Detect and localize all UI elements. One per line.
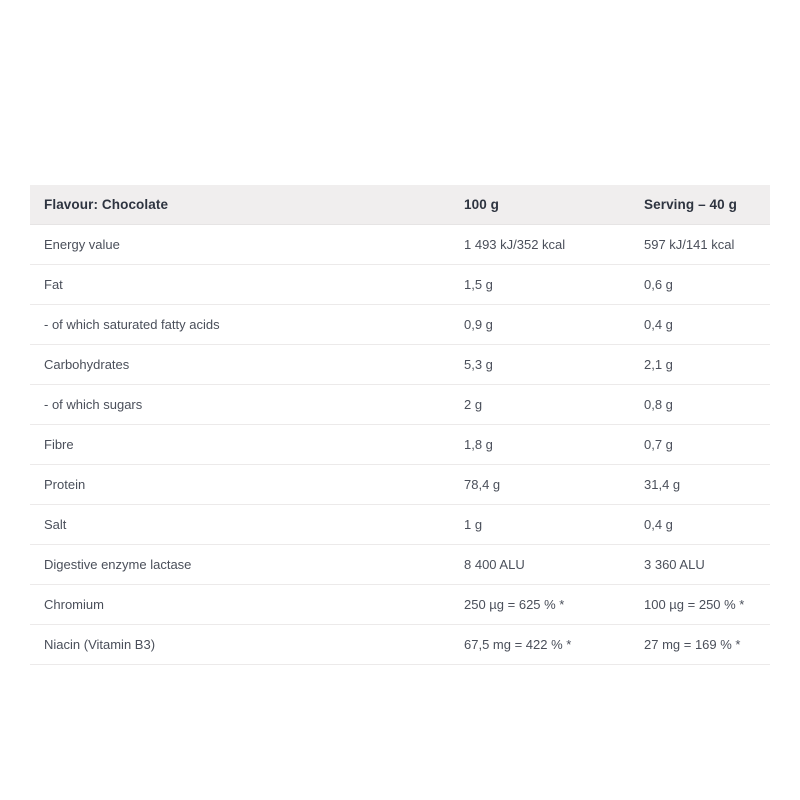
table-row bbox=[30, 585, 770, 625]
row-value-serving: 3 360 ALU bbox=[630, 545, 770, 585]
row-label: Carbohydrates bbox=[30, 345, 450, 385]
nutrition-table-container bbox=[30, 185, 770, 665]
row-label: Protein bbox=[30, 465, 450, 505]
row-value-serving: 0,7 g bbox=[630, 425, 770, 465]
table-body bbox=[30, 225, 770, 665]
table-row bbox=[30, 465, 770, 505]
row-label: Chromium bbox=[30, 585, 450, 625]
row-value-per-100g: 8 400 ALU bbox=[450, 545, 630, 585]
row-value-per-100g: 1 493 kJ/352 kcal bbox=[450, 225, 630, 265]
row-value-serving: 2,1 g bbox=[630, 345, 770, 385]
table-head bbox=[30, 185, 770, 225]
row-label: - of which saturated fatty acids bbox=[30, 305, 450, 345]
table-row bbox=[30, 505, 770, 545]
row-value-per-100g: 78,4 g bbox=[450, 465, 630, 505]
row-value-serving: 597 kJ/141 kcal bbox=[630, 225, 770, 265]
row-value-per-100g: 5,3 g bbox=[450, 345, 630, 385]
row-label: Fat bbox=[30, 265, 450, 305]
row-label: Digestive enzyme lactase bbox=[30, 545, 450, 585]
table-row bbox=[30, 305, 770, 345]
column-header-serving: Serving – 40 g bbox=[630, 185, 770, 225]
row-label: Niacin (Vitamin B3) bbox=[30, 625, 450, 665]
column-header-flavour: Flavour: Chocolate bbox=[30, 185, 450, 225]
row-value-per-100g: 0,9 g bbox=[450, 305, 630, 345]
row-value-serving: 0,4 g bbox=[630, 505, 770, 545]
row-value-per-100g: 67,5 mg = 422 % * bbox=[450, 625, 630, 665]
nutrition-table bbox=[30, 185, 770, 665]
row-value-serving: 0,8 g bbox=[630, 385, 770, 425]
table-row bbox=[30, 625, 770, 665]
table-row bbox=[30, 545, 770, 585]
column-header-per-100g: 100 g bbox=[450, 185, 630, 225]
row-value-serving: 27 mg = 169 % * bbox=[630, 625, 770, 665]
row-value-per-100g: 1,8 g bbox=[450, 425, 630, 465]
table-row bbox=[30, 345, 770, 385]
row-value-serving: 100 µg = 250 % * bbox=[630, 585, 770, 625]
row-label: Salt bbox=[30, 505, 450, 545]
table-row bbox=[30, 265, 770, 305]
table-row bbox=[30, 425, 770, 465]
table-row bbox=[30, 225, 770, 265]
row-value-serving: 0,6 g bbox=[630, 265, 770, 305]
row-label: Energy value bbox=[30, 225, 450, 265]
row-label: Fibre bbox=[30, 425, 450, 465]
row-value-per-100g: 1 g bbox=[450, 505, 630, 545]
row-value-per-100g: 1,5 g bbox=[450, 265, 630, 305]
row-value-serving: 0,4 g bbox=[630, 305, 770, 345]
row-value-serving: 31,4 g bbox=[630, 465, 770, 505]
table-row bbox=[30, 385, 770, 425]
row-value-per-100g: 2 g bbox=[450, 385, 630, 425]
row-label: - of which sugars bbox=[30, 385, 450, 425]
row-value-per-100g: 250 µg = 625 % * bbox=[450, 585, 630, 625]
table-header-row bbox=[30, 185, 770, 225]
